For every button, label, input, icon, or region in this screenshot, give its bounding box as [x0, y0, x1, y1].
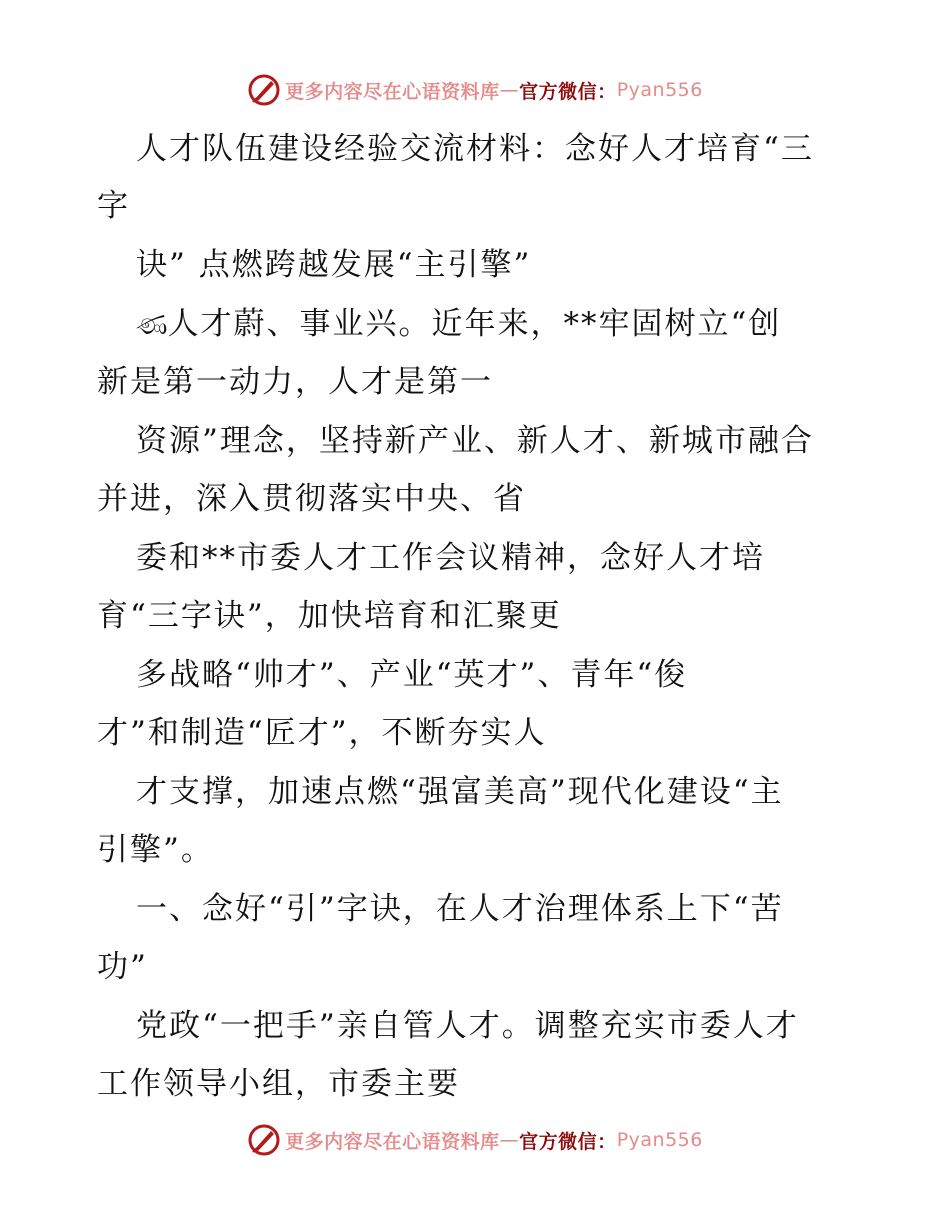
paragraph-line: 资源”理念，坚持新产业、新人才、新城市融合 — [136, 423, 814, 459]
paragraph-line: 工作领导小组，市委主要 — [97, 1066, 460, 1102]
watermark-main-text: 更多内容尽在心语资料库 — [285, 1130, 500, 1153]
quill-pen-logo-icon — [247, 1123, 281, 1157]
doc-title-line-2: 字 — [97, 188, 130, 224]
paragraph-line: 党政“一把手”亲自管人才。调整充实市委人才 — [136, 1008, 799, 1044]
doc-title-line-1: 人才队伍建设经验交流材料：念好人才培育“三 — [136, 131, 814, 167]
quill-pen-logo-icon — [247, 73, 281, 107]
section-heading-line-1: 一、念好“引”字诀，在人才治理体系上下“苦 — [136, 891, 784, 927]
watermark-banner-bottom — [0, 1122, 950, 1158]
watermark-wechat-id: Pyan556 — [616, 79, 703, 101]
watermark-wechat-label: 官方微信： — [519, 80, 617, 103]
paragraph-line: 引擎”。 — [97, 832, 214, 868]
watermark-banner-top — [0, 72, 950, 108]
paragraph-line: 育“三字诀”，加快培育和汇聚更 — [97, 598, 562, 634]
section-heading-line-2: 功” — [97, 949, 148, 985]
paragraph-line: 才”和制造“匠才”，不断夯实人 — [97, 715, 547, 751]
paragraph-line: 并进，深入贯彻落实中央、省 — [97, 481, 526, 517]
decorative-bullet-icon: ණ — [136, 308, 168, 341]
paragraph-line: 多战略“帅才”、产业“英才”、青年“俊 — [136, 657, 688, 693]
paragraph-line — [136, 304, 781, 345]
doc-title-line-3: 诀” 点燃跨越发展“主引擎” — [136, 247, 532, 283]
paragraph-line: 才支撑，加速点燃“强富美高”现代化建设“主 — [136, 774, 784, 810]
watermark-wechat-id: Pyan556 — [616, 1129, 703, 1151]
watermark-separator: — — [499, 79, 520, 101]
watermark-separator: — — [499, 1129, 520, 1151]
paragraph-line: 委和**市委人才工作会议精神，念好人才培 — [136, 540, 765, 576]
watermark-main-text: 更多内容尽在心语资料库 — [285, 80, 500, 103]
paragraph-line: 新是第一动力，人才是第一 — [97, 364, 493, 400]
paragraph-text: 人才蔚、事业兴。近年来，**牢固树立“创 — [167, 306, 782, 342]
watermark-wechat-label: 官方微信： — [519, 1130, 617, 1153]
